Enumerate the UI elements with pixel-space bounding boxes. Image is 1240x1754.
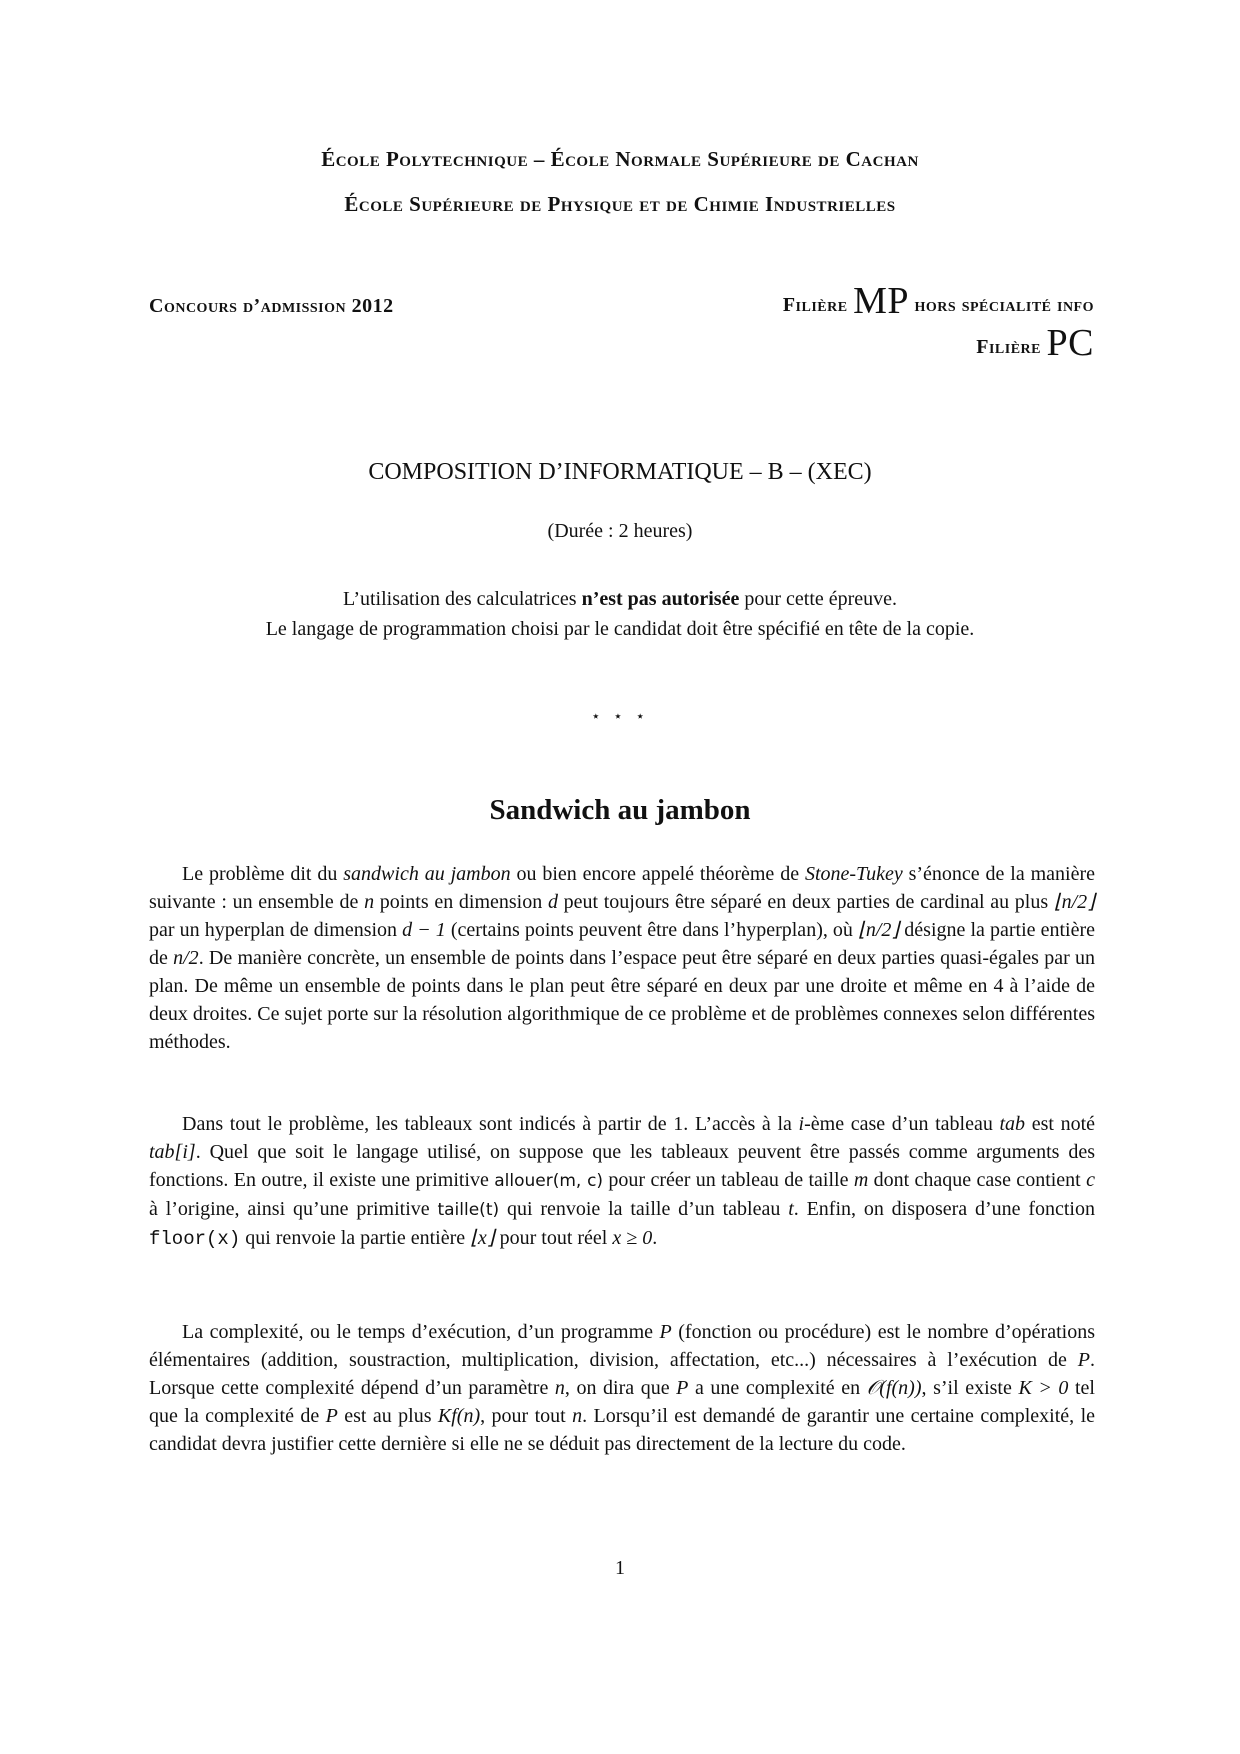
rule-language: Le langage de programmation choisi par le candidat doit être spécifié en tête de la copie.: [265, 618, 975, 640]
filiere-pc-prefix: Filière: [976, 336, 1042, 358]
filiere-pc-name: PC: [1046, 322, 1094, 364]
exam-duration: (Durée : 2 heures): [547, 520, 693, 542]
section-title: Sandwich au jambon: [489, 794, 751, 826]
page-number: 1: [615, 1557, 625, 1579]
paragraph-arrays: Dans tout le problème, les tableaux sont indicés à partir de 1. L’accès à la i-ème case d’un tableau tab est noté tab[i]. Quel que soit le langage utilisé, on suppose que les tableaux peuvent être passés comme arguments des fonctions. En outre, il existe une primitive allouer(m, c) pour créer un tableau de taille m dont chaque case contient c à l’origine, ainsi qu’une primitive taille(t) qui renvoie la taille d’un tableau t. Enfin, on disposera d’une fonction floor(x) qui renvoie la partie entière ⌊x⌋ pour tout réel x ≥ 0.: [149, 1113, 1096, 1250]
rule-emphasis: n’est pas autorisée: [581, 588, 740, 610]
exam-title: COMPOSITION D’INFORMATIQUE – B – (XEC): [368, 459, 872, 485]
filiere-mp-name: MP: [853, 280, 910, 322]
paragraph-complexity: La complexité, ou le temps d’exécution, d’un programme P (fonction ou procédure) est le nombre d’opérations élémentaires (addition, soustraction, multiplication, division, affectation, etc...) nécessaires à l’exécution de P. Lorsque cette complexité dépend d’un paramètre n, on dira que P a une complexité en 𝒪(f(n)), s’il existe K > 0 tel que la complexité de P est au plus Kf(n), pour tout n. Lorsqu’il est demandé de garantir une certaine complexité, le candidat devra justifier cette dernière si elle ne se déduit pas directement de la lecture du code.: [149, 1321, 1096, 1455]
school-line-2: École Supérieure de Physique et de Chimie Industrielles: [344, 192, 896, 216]
filiere-mp-prefix: Filière: [782, 294, 848, 316]
filiere-pc: [783, 322, 1094, 364]
star-separator: ⋆ ⋆ ⋆: [591, 707, 649, 725]
paragraph-intro: Le problème dit du sandwich au jambon ou bien encore appelé théorème de Stone-Tukey s’énonce de la manière suivante : un ensemble de n points en dimension d peut toujours être séparé en deux parties de cardinal au plus ⌊n/2⌋ par un hyperplan de dimension d − 1 (certains points peuvent être dans l’hyperplan), où ⌊n/2⌋ désigne la partie entière de n/2. De manière concrète, un ensemble de points dans l’espace peut être séparé en deux parties quasi-égales par un plan. De même un ensemble de points dans le plan peut être séparé en deux par une droite et même en 4 à l’aide de deux droites. Ce sujet porte sur la résolution algorithmique de ce problème et de problèmes connexes selon différentes méthodes.: [149, 863, 1096, 1053]
primitive-taille: taille(t): [437, 1200, 500, 1220]
concours-label: Concours d’admission 2012: [149, 295, 394, 317]
filiere-mp: [783, 280, 1094, 322]
rule-calculators: L’utilisation des calculatrices n’est pas autorisée pour cette épreuve.: [342, 588, 898, 610]
primitive-allouer: allouer(m, c): [494, 1171, 604, 1191]
school-line-1: École Polytechnique – École Normale Supérieure de Cachan: [321, 147, 919, 171]
function-floor: floor(x): [149, 1228, 241, 1250]
exam-rules: [0, 584, 1240, 644]
filiere-block: [783, 280, 1094, 364]
filiere-mp-suffix: hors spécialité info: [914, 294, 1094, 316]
